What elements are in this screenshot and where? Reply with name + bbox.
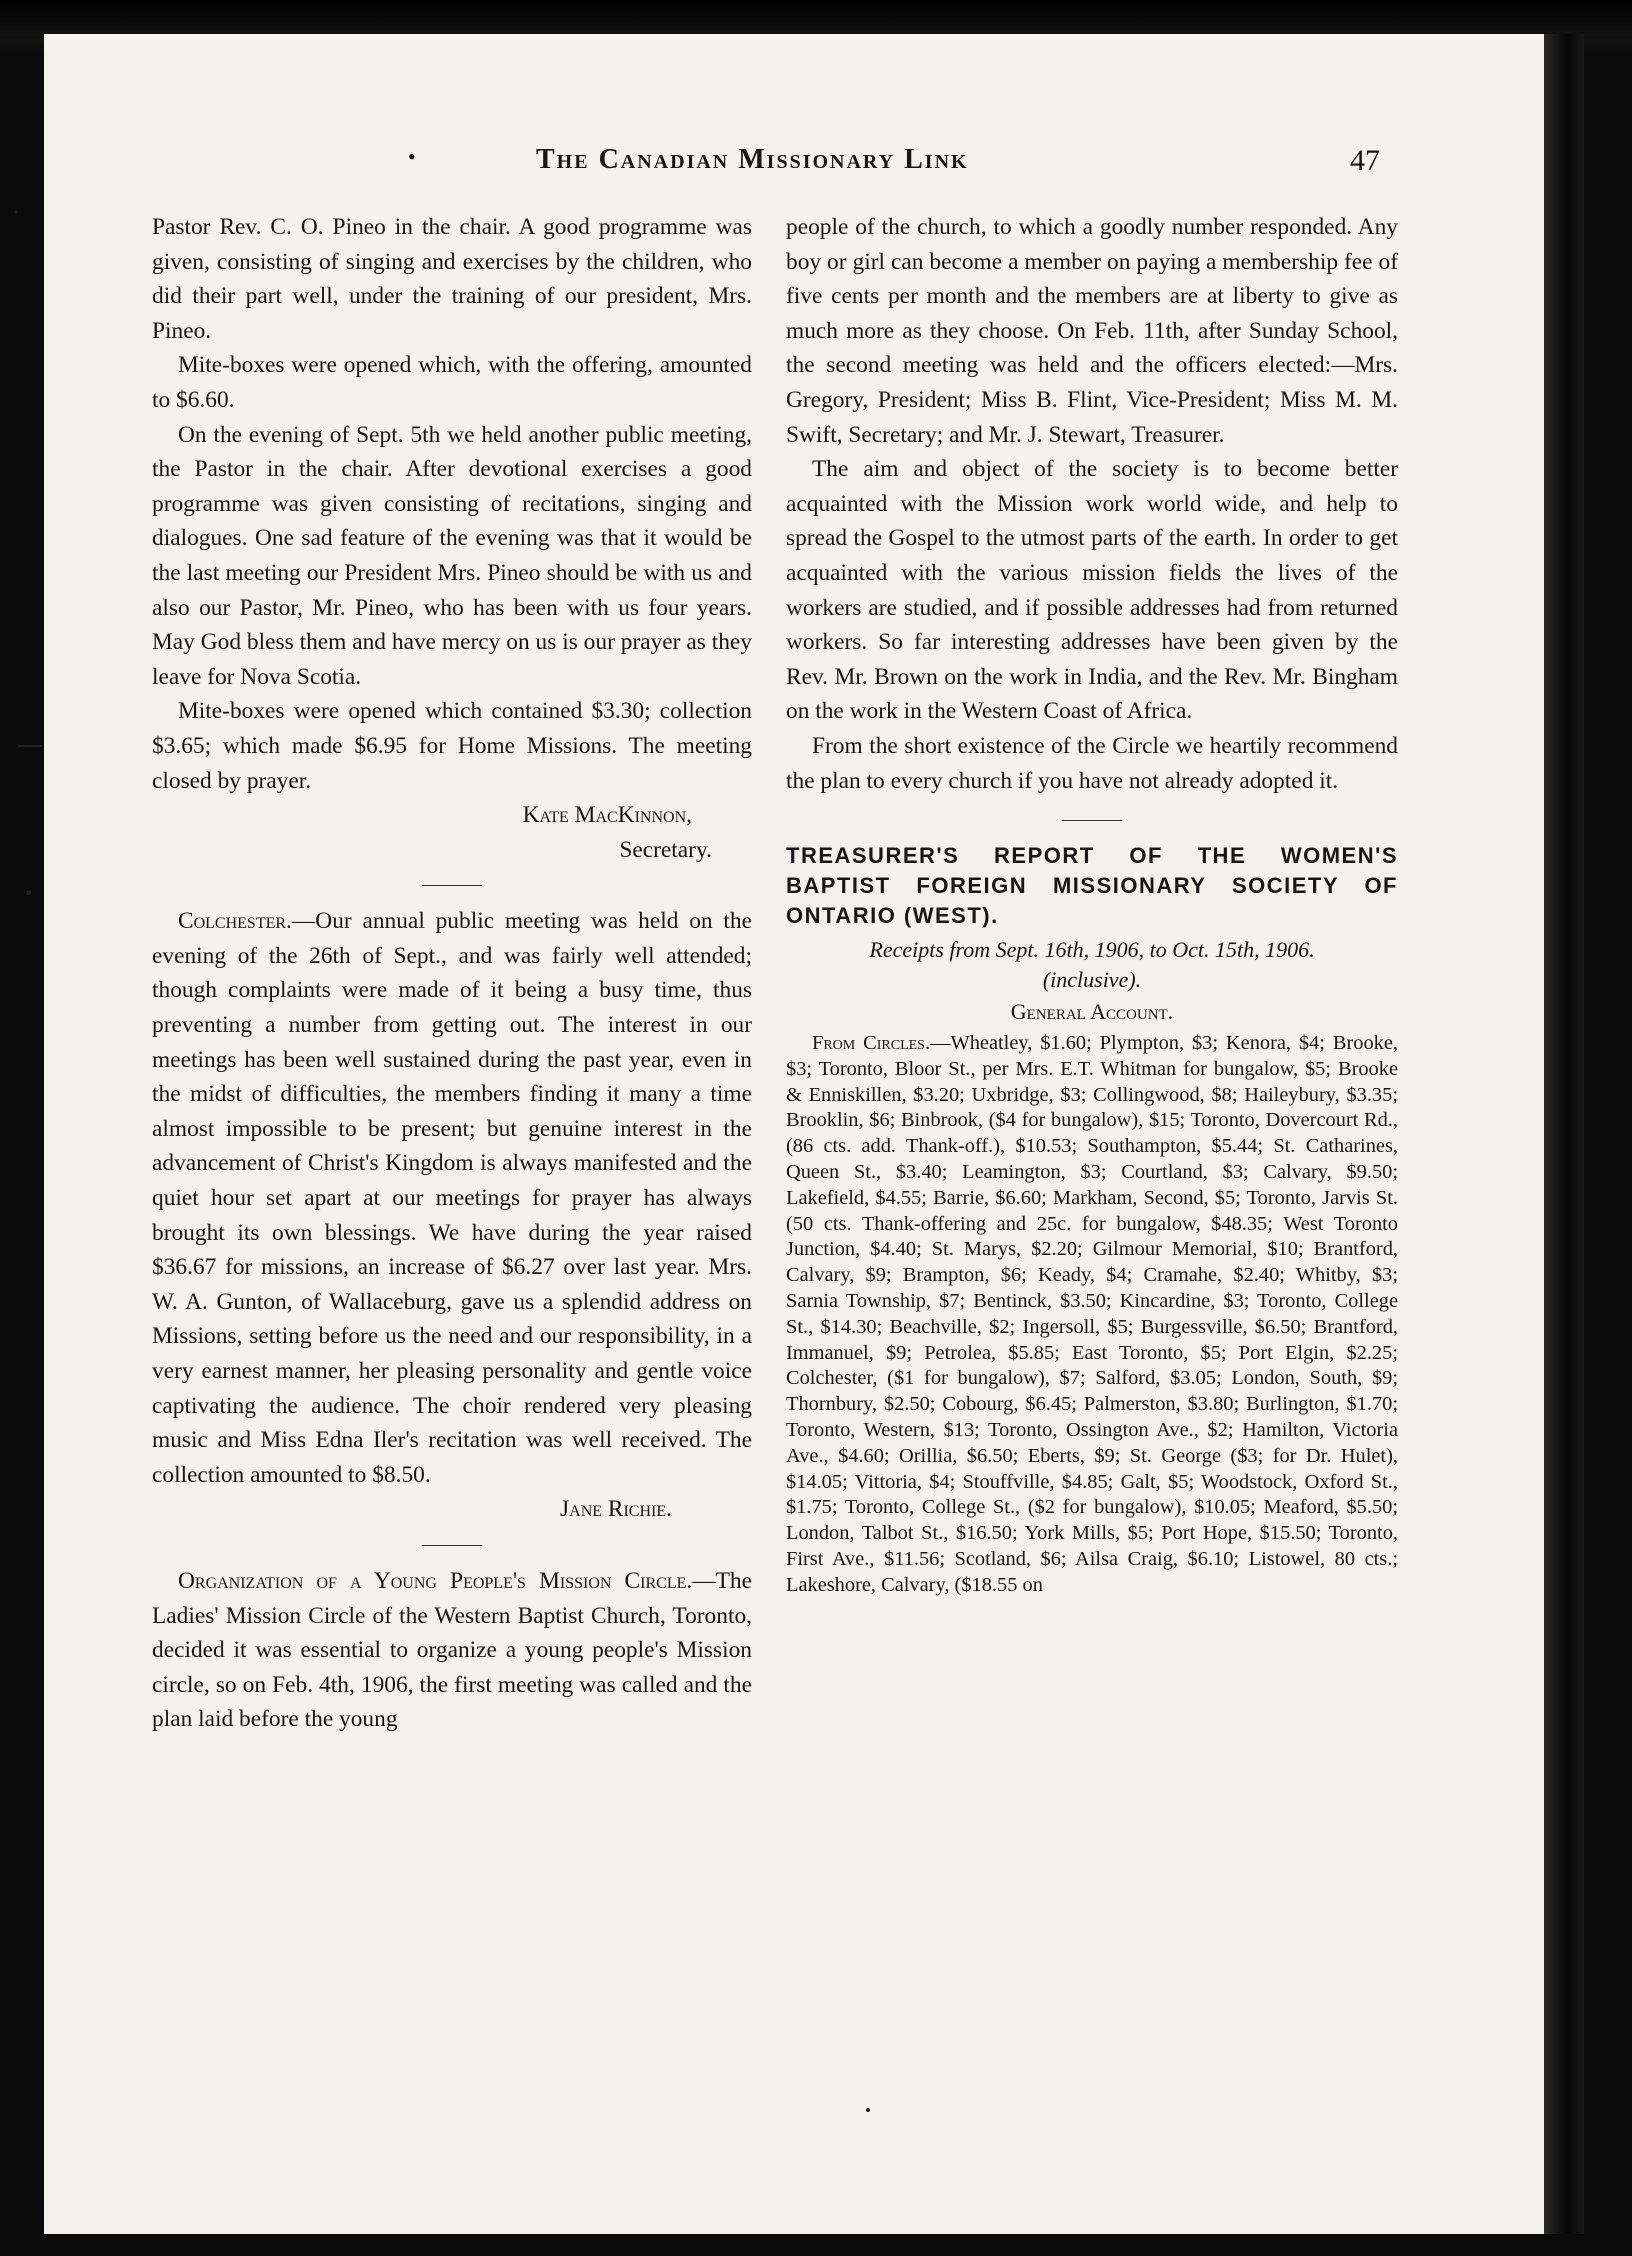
colchester-report xyxy=(152,904,752,1492)
paragraph: Mite-boxes were opened which contained $3.30; collection $3.65; which made $6.95 for Home Missions. The meeting closed by prayer. xyxy=(152,698,752,794)
receipts-list xyxy=(786,1031,1398,1599)
section-divider xyxy=(422,885,482,886)
header-bullet: • xyxy=(408,144,416,169)
report-title: TREASURER'S REPORT OF THE WOMEN'S BAPTIST FOREIGN MISSIONARY SOCIETY OF ONTARIO (WEST). xyxy=(786,843,1398,929)
paragraph: The aim and object of the society is to become better acquainted with the Mission work world wide, and help to spread the Gospel to the utmost parts of the earth. In order to get acquainted with the various mission fields the lives of the workers are studied, and if possible addresses had from returned workers. So far interesting addresses have been given by the Rev. Mr. Brown on the work in India, and the Rev. Mr. Bingham on the work in the Western Coast of Africa. xyxy=(786,456,1398,725)
section-body: —The Ladies' Mission Circle of the Western Baptist Church, Toronto, decided it was essential to organize a young people's Mission circle, so on Feb. 4th, 1906, the first meeting was called and the plan laid before the young xyxy=(152,1567,752,1733)
scan-speck xyxy=(866,2108,870,2112)
section-body: —Our annual public meeting was held on the evening of the 26th of Sept., and was fairly well attended; though complaints were made of it being a busy time, thus preventing a number from getting out. The interest in our meetings has been well sustained during the past year, even in the midst of difficulties, the members finding it many a time almost impossible to be present; but genuine interest in the advancement of Christ's Kingdom is always manifested and the quiet hour set apart at our meetings for prayer has always brought its own blessings. We have during the year raised $36.67 for missions, an increase of $6.27 over last year. Mrs. W. A. Gunton, of Wallaceburg, gave us a splendid address on Missions, setting before us the need and our responsibility, in a very earnest manner, her pleasing personality and gentle voice captivating the audience. The choir rendered very pleasing music and Miss Edna Iler's recitation was well received. The collection amounted to $8.50. xyxy=(152,908,752,1488)
scan-speck xyxy=(14,210,18,214)
journal-title: The Canadian Missionary Link xyxy=(536,144,969,175)
paragraph: Pastor Rev. C. O. Pineo in the chair. A good programme was given, consisting of singing and exercises by the children, who did their part well, under the training of our president, Mrs. Pineo. xyxy=(152,214,752,344)
section-lead: Organization of a Young People's Mission Circle. xyxy=(178,1567,693,1594)
page-number: 47 xyxy=(1350,144,1380,177)
paragraph: From the short existence of the Circle we heartily recommend the plan to every church if you have not already adopted it. xyxy=(786,732,1398,794)
signature-name: Jane Richie. xyxy=(560,1496,672,1523)
scan-mark xyxy=(18,745,42,747)
book-spine xyxy=(1544,34,1584,2234)
paragraph: people of the church, to which a goodly number responded. Any boy or girl can become a member on paying a membership fee of five cents per month and the members are at liberty to give as much more as they choose. On Feb. 11th, after Sunday School, the second meeting was held and the officers elected:—Mrs. Gregory, President; Miss B. Flint, Vice-President; Miss M. M. Swift, Secretary; and Mr. J. Stewart, Treasurer. xyxy=(786,214,1398,448)
organization-report xyxy=(152,1564,752,1737)
paragraph: On the evening of Sept. 5th we held another public meeting, the Pastor in the chair. After devotional exercises a good programme was given consisting of recitations, singing and dialogues. One sad feature of the evening was that it would be the last meeting our President Mrs. Pineo should be with us and also our Pastor, Mr. Pineo, who has been with us four years. May God bless them and have mercy on us is our prayer as they leave for Nova Scotia. xyxy=(152,421,752,690)
receipts-body: —Wheatley, $1.60; Plympton, $3; Kenora, $4; Brooke, $3; Toronto, Bloor St., per Mrs. E.T. Whitman for bungalow, $5; Brooke & Enniskillen, $3.20; Uxbridge, $3; Collingwood, $8; Haileybury, $3.35; Brooklin, $6; Binbrook, ($4 for bungalow), $15; Toronto, Dovercourt Rd., (86 cts. add. Thank-off.), $10.53; Southampton, $5.44; St. Catharines, Queen St., $3.40; Leamington, $3; Courtland, $3; Calvary, $9.50; Lakefield, $4.55; Barrie, $6.60; Markham, Second, $5; Toronto, Jarvis St. (50 cts. Thank-offering and 25c. for bungalow, $48.35; West Toronto Junction, $4.40; St. Marys, $2.20; Gilmour Memorial, $10; Brantford, Calvary, $9; Brampton, $6; Keady, $4; Cramahe, $2.40; Whitby, $3; Sarnia Township, $7; Bentinck, $3.50; Kincardine, $3; Toronto, College St., $14.30; Beachville, $2; Ingersoll, $5; Burgessville, $6.50; Brantford, Immanuel, $9; Petrolea, $5.85; East Toronto, $5; Port Elgin, $2.25; Colchester, ($1 for bungalow), $7; Salford, $3.05; London, South, $9; Thornbury, $2.50; Cobourg, $6.45; Palmerston, $3.80; Burlington, $1.70; Toronto, Western, $13; Toronto, Ossington Ave., $2; Hamilton, Victoria Ave., $4.60; Orillia, $6.50; Eberts, $9; St. George ($3; for Dr. Hulet), $14.05; Vittoria, $4; Stouffville, $4.85; Galt, $5; Woodstock, Oxford St., $1.75; Toronto, College St., ($2 for bungalow), $10.05; Meaford, $5.50; London, Talbot St., $16.50; York Mills, $5; Port Hope, $15.50; Toronto, First Ave., $11.56; Scotland, $6; Ailsa Craig, $6.10; Listowel, 80 cts.; Lakeshore, Calvary, ($18.55 on xyxy=(786,1032,1398,1596)
report-subtitle-inclusive: (inclusive). xyxy=(1042,967,1142,993)
section-divider xyxy=(1062,820,1122,821)
running-header xyxy=(140,144,1390,188)
account-heading: General Account. xyxy=(1010,999,1174,1025)
report-subtitle: Receipts from Sept. 16th, 1906, to Oct. 15th, 1906. xyxy=(869,937,1315,963)
scan-speck xyxy=(26,890,31,895)
right-column xyxy=(786,210,1398,1599)
paragraph: Mite-boxes were opened which, with the offering, amounted to $6.60. xyxy=(152,352,752,413)
section-divider xyxy=(422,1545,482,1546)
signature-role: Secretary. xyxy=(619,836,712,863)
signature-name: Kate MacKinnon, xyxy=(522,802,692,829)
left-column xyxy=(152,210,752,1737)
section-lead: Colchester. xyxy=(178,908,292,935)
receipts-lead: From Circles. xyxy=(812,1032,931,1055)
